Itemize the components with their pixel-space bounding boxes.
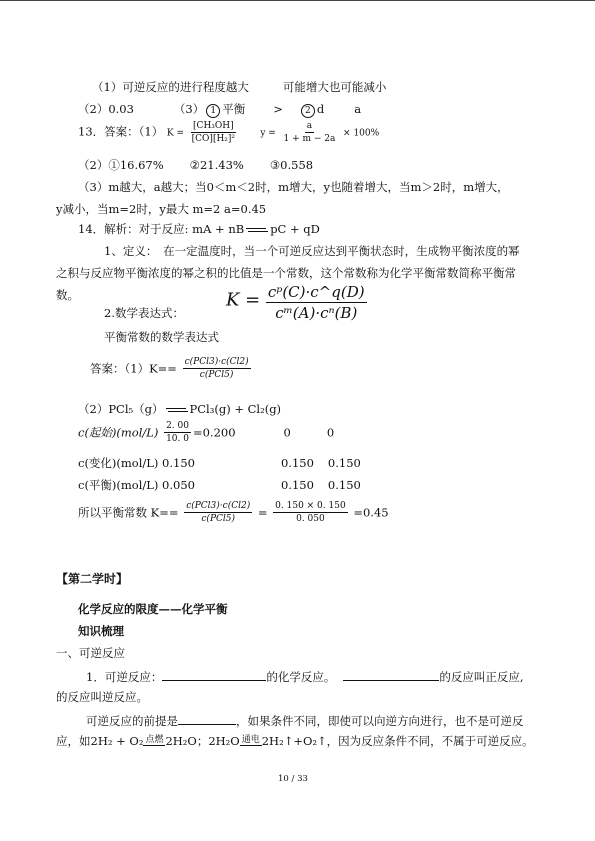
reversible-arrow-icon	[246, 226, 268, 234]
blank-2[interactable]	[343, 668, 439, 681]
header-rule	[0, 0, 595, 1]
answer-line-2: （2）0.03 （3） 1 平衡 > 2 d a	[78, 102, 362, 116]
reaction-equation: （2）PCl₅（g） PCl₃(g) + Cl₂(g)	[78, 402, 282, 416]
example-reactions: 应，如2H₂ + O₂ 点燃 2H₂O；2H₂O 通电 2H₂↑+O₂↑，因为反应条件不同，不属于可逆反应。	[56, 734, 534, 748]
equilibrium-constant-result: 所以平衡常数 K== $\frac{\text{c(PCl3)·c(Cl2)}}{\text{c(PCl5)}}$ = $\frac{0. 150 \times 0. 150}{0. 050}$ =0.45	[78, 501, 389, 524]
answer-13-3: （3）m越大，a越大；当0＜m＜2时，m增大，y也随着增大，当m＞2时，m增大，	[78, 180, 509, 194]
topic-title: 化学反应的限度——化学平衡	[78, 602, 228, 616]
blank-3[interactable]	[178, 712, 236, 725]
answer-13-2: （2）①16.67% ②21.43% ③0.558	[78, 158, 314, 172]
definition-line-2: 之积与反应物平衡浓度的幂之积的比值是一个常数，这个常数称为化学平衡常数简称平衡常	[56, 266, 516, 280]
fill-in-line-1: 1．可逆反应： 的化学反应。 的反应叫正反应,	[86, 670, 524, 684]
initial-concentration-row: c(起始)(mol/L) $\frac{2. 00}{10. 0}$ =0.200 0 0	[78, 421, 335, 444]
definition-line-3: 数。	[56, 288, 79, 302]
answer-part-1: 答案：（1）K== $\frac{\text{c(PCl3)·c(Cl2)}}{\text{c(PCl5)}}$	[90, 357, 249, 380]
change-concentration-row: c(变化)(mol/L) 0.150 0.150 0.150	[78, 456, 361, 470]
answer-line-1: （1）可逆反应的进行程度越大 可能增大也可能减小	[92, 80, 387, 94]
answer-13: 13．答案：（1） K = $\frac{\text{[CH₃OH]}}{\text{[CO][H₂]²}}$ y = $\frac{a}{1 + m - 2a}$ × 100%	[78, 121, 380, 144]
knowledge-summary-heading: 知识梳理	[78, 624, 124, 638]
answer-13-3-cont: y减小，当m=2时，y最大 m=2 a=0.45	[56, 202, 267, 216]
math-expression-caption: 平衡常数的数学表达式	[104, 330, 219, 344]
math-expression-label: 2.数学表达式：	[104, 306, 184, 320]
subsection-reversible-reaction: 一、可逆反应	[56, 646, 125, 660]
definition-line-1: 1、定义： 在一定温度时，当一个可逆反应达到平衡状态时，生成物平衡浓度的幂	[104, 244, 520, 258]
equilibrium-constant-formula: K = $\frac{\text{cᵖ(C)·c\textasciicircum{}q(D)}}{\text{cᵐ(A)·cⁿ(B)}}$	[226, 283, 365, 322]
blank-1[interactable]	[162, 668, 266, 681]
fill-in-line-2: 的反应叫逆反应。	[56, 690, 148, 704]
answer-14: 14．解析：对于反应: mA + nB pC + qD	[78, 222, 320, 236]
fill-in-line-3: 可逆反应的前提是 ，如果条件不同，即使可以向逆方向进行，也不是可逆反	[86, 714, 524, 728]
section-heading: 【第二学时】	[56, 572, 129, 586]
page-number: 10 / 33	[278, 774, 308, 784]
reversible-arrow-icon	[166, 406, 188, 414]
equilibrium-concentration-row: c(平衡)(mol/L) 0.050 0.150 0.150	[78, 478, 361, 492]
